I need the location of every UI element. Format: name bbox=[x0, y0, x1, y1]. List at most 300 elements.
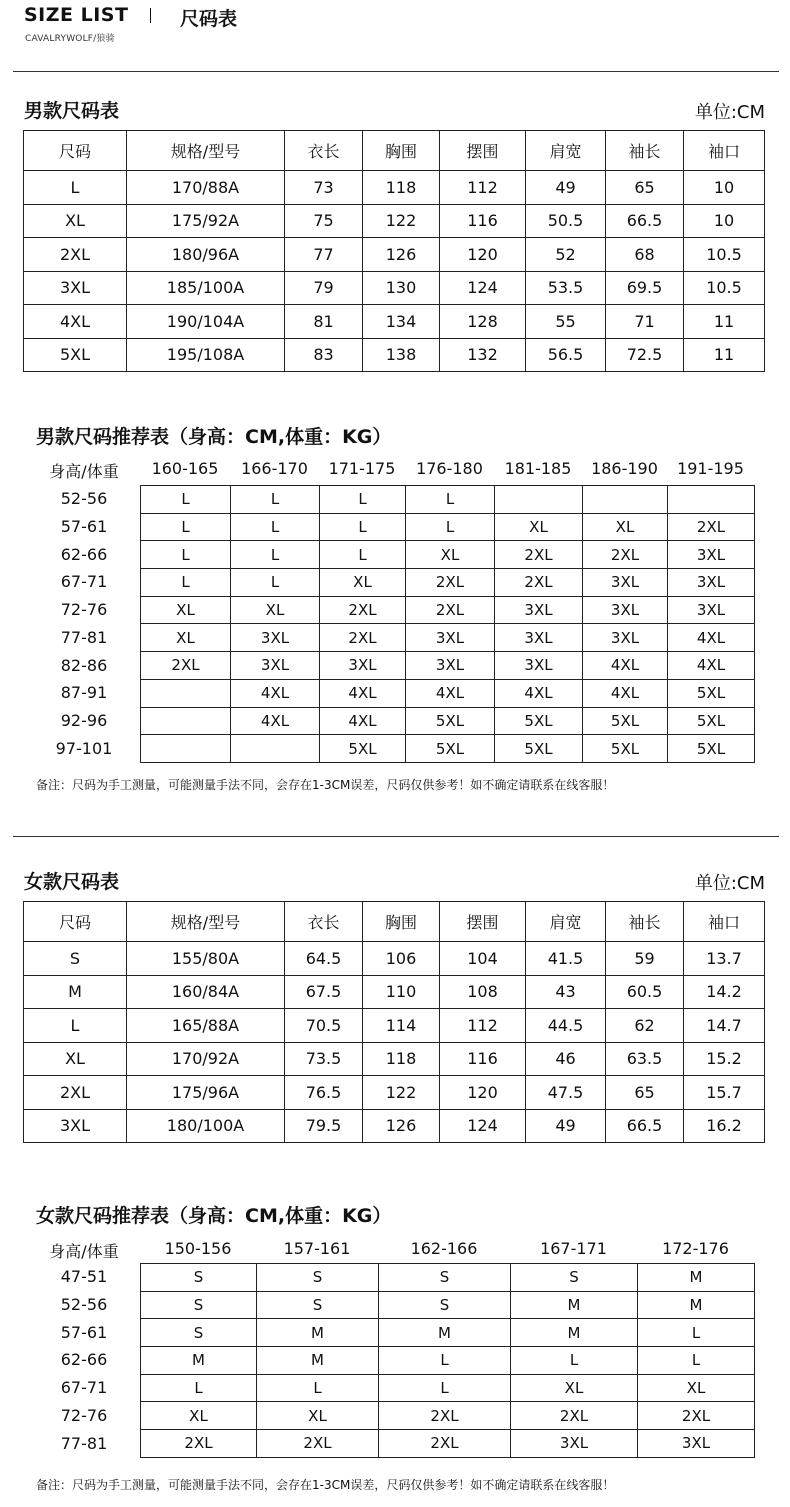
women-size-column-header: 袖口 bbox=[684, 902, 765, 942]
women-size-column-header: 摆围 bbox=[440, 902, 526, 942]
table-cell: 185/100A bbox=[127, 271, 285, 305]
table-cell: 46 bbox=[526, 1042, 606, 1076]
men-rec-title: 男款尺码推荐表（身高：CM,体重：KG） bbox=[36, 426, 392, 448]
rec-cell: XL bbox=[320, 569, 406, 597]
rec-cell: 3XL bbox=[668, 596, 755, 624]
rec-row bbox=[141, 1347, 755, 1375]
rec-weight-label: 57-61 bbox=[60, 1322, 108, 1342]
rec-height-label: 150-156 bbox=[164, 1239, 232, 1258]
rec-cell: M bbox=[379, 1319, 511, 1347]
table-cell: 106 bbox=[363, 942, 440, 976]
rec-cell: L bbox=[231, 541, 320, 569]
rec-cell: 2XL bbox=[141, 1430, 257, 1458]
table-cell: 65 bbox=[606, 1076, 684, 1110]
brand-subtitle: CAVALRYWOLF/狼骑 bbox=[25, 34, 115, 44]
men-size-table bbox=[23, 130, 765, 372]
rec-cell: 2XL bbox=[257, 1430, 379, 1458]
table-cell: 122 bbox=[363, 204, 440, 238]
rec-weight-label: 62-66 bbox=[60, 544, 108, 564]
rec-row bbox=[141, 513, 755, 541]
rec-row bbox=[141, 707, 755, 735]
women-size-column-header: 肩宽 bbox=[526, 902, 606, 942]
table-cell: 75 bbox=[285, 204, 363, 238]
table-cell: 11 bbox=[684, 305, 765, 339]
women-rec-grid-wrap bbox=[140, 1263, 755, 1458]
rec-row bbox=[141, 1374, 755, 1402]
table-cell: 56.5 bbox=[526, 338, 606, 372]
table-cell: 170/92A bbox=[127, 1042, 285, 1076]
rec-cell: 2XL bbox=[511, 1402, 638, 1430]
table-cell: 10.5 bbox=[684, 238, 765, 272]
rec-cell: M bbox=[257, 1319, 379, 1347]
rec-cell: L bbox=[141, 486, 231, 514]
rec-weight-label: 52-56 bbox=[60, 1295, 108, 1315]
table-cell: 44.5 bbox=[526, 1009, 606, 1043]
table-cell: 43 bbox=[526, 975, 606, 1009]
table-cell: 59 bbox=[606, 942, 684, 976]
table-cell: 4XL bbox=[24, 305, 127, 339]
table-cell: 160/84A bbox=[127, 975, 285, 1009]
rec-cell: 2XL bbox=[495, 541, 583, 569]
table-cell: 71 bbox=[606, 305, 684, 339]
rec-cell bbox=[583, 486, 668, 514]
rec-cell: 2XL bbox=[583, 541, 668, 569]
table-cell: 47.5 bbox=[526, 1076, 606, 1110]
table-cell: 112 bbox=[440, 171, 526, 205]
rec-cell: 4XL bbox=[495, 679, 583, 707]
table-cell: 62 bbox=[606, 1009, 684, 1043]
rec-row bbox=[141, 596, 755, 624]
table-cell: 170/88A bbox=[127, 171, 285, 205]
rec-weight-label: 67-71 bbox=[60, 1378, 108, 1398]
table-cell: 118 bbox=[363, 171, 440, 205]
rec-height-label: 172-176 bbox=[662, 1239, 729, 1258]
table-row bbox=[24, 1042, 765, 1076]
rec-cell: L bbox=[257, 1374, 379, 1402]
rec-cell: 3XL bbox=[583, 569, 668, 597]
women-size-column-header: 胸围 bbox=[363, 902, 440, 942]
table-cell: 180/100A bbox=[127, 1109, 285, 1143]
rec-row bbox=[141, 652, 755, 680]
rec-weight-label: 87-91 bbox=[60, 683, 108, 703]
table-cell: 5XL bbox=[24, 338, 127, 372]
rec-height-label: 191-195 bbox=[677, 459, 744, 478]
table-cell: 49 bbox=[526, 1109, 606, 1143]
rec-cell: 4XL bbox=[668, 652, 755, 680]
rec-row bbox=[141, 1264, 755, 1292]
table-cell: 83 bbox=[285, 338, 363, 372]
rec-cell: 5XL bbox=[320, 735, 406, 763]
table-row bbox=[24, 975, 765, 1009]
table-row bbox=[24, 305, 765, 339]
women-rec-note: 备注：尺码为手工测量，可能测量手法不同，会存在1-3CM误差，尺码仅供参考！如不确定请联系在线客服！ bbox=[36, 1478, 615, 1492]
header-title-cn: 尺码表 bbox=[180, 8, 238, 30]
rec-cell: L bbox=[141, 513, 231, 541]
rec-cell: M bbox=[638, 1264, 755, 1292]
table-cell: 104 bbox=[440, 942, 526, 976]
table-cell: 77 bbox=[285, 238, 363, 272]
header-title: SIZE LIST bbox=[24, 4, 129, 26]
women-size-column-header: 规格/型号 bbox=[127, 902, 285, 942]
rec-cell: 2XL bbox=[320, 624, 406, 652]
rec-cell: M bbox=[638, 1291, 755, 1319]
rec-cell: 3XL bbox=[495, 596, 583, 624]
rec-cell: 5XL bbox=[668, 707, 755, 735]
table-cell: 124 bbox=[440, 1109, 526, 1143]
rec-weight-label: 67-71 bbox=[60, 572, 108, 592]
women-size-column-header: 袖长 bbox=[606, 902, 684, 942]
rec-height-label: 181-185 bbox=[504, 459, 572, 478]
rec-cell: XL bbox=[141, 624, 231, 652]
rec-cell: L bbox=[379, 1374, 511, 1402]
rec-cell: 3XL bbox=[495, 624, 583, 652]
rec-cell: M bbox=[511, 1319, 638, 1347]
table-cell: 122 bbox=[363, 1076, 440, 1110]
rec-cell: 5XL bbox=[583, 735, 668, 763]
rec-cell: 5XL bbox=[583, 707, 668, 735]
rec-cell: 4XL bbox=[668, 624, 755, 652]
table-cell: 126 bbox=[363, 1109, 440, 1143]
table-cell: 50.5 bbox=[526, 204, 606, 238]
rec-cell: 2XL bbox=[668, 513, 755, 541]
rec-cell: 3XL bbox=[668, 541, 755, 569]
table-cell: 120 bbox=[440, 238, 526, 272]
section-divider bbox=[13, 71, 779, 72]
rec-cell: 4XL bbox=[320, 707, 406, 735]
rec-row bbox=[141, 1402, 755, 1430]
table-cell: 73 bbox=[285, 171, 363, 205]
table-cell: 112 bbox=[440, 1009, 526, 1043]
rec-cell: S bbox=[257, 1264, 379, 1292]
rec-cell: 3XL bbox=[231, 652, 320, 680]
table-cell: L bbox=[24, 1009, 127, 1043]
women-size-table bbox=[23, 901, 765, 1143]
rec-cell bbox=[231, 735, 320, 763]
rec-weight-label: 77-81 bbox=[60, 627, 108, 647]
rec-cell: 5XL bbox=[406, 707, 495, 735]
header-divider bbox=[150, 8, 151, 23]
table-cell: 175/92A bbox=[127, 204, 285, 238]
table-row bbox=[24, 338, 765, 372]
table-cell: 60.5 bbox=[606, 975, 684, 1009]
rec-weight-label: 52-56 bbox=[60, 489, 108, 509]
table-cell: 124 bbox=[440, 271, 526, 305]
table-cell: 132 bbox=[440, 338, 526, 372]
rec-cell: 2XL bbox=[379, 1402, 511, 1430]
rec-cell: L bbox=[141, 1374, 257, 1402]
rec-cell: XL bbox=[406, 541, 495, 569]
rec-cell: 5XL bbox=[495, 707, 583, 735]
table-cell: 2XL bbox=[24, 238, 127, 272]
rec-cell bbox=[141, 679, 231, 707]
rec-cell: XL bbox=[511, 1374, 638, 1402]
rec-cell: 5XL bbox=[406, 735, 495, 763]
table-cell: 63.5 bbox=[606, 1042, 684, 1076]
table-cell: 79 bbox=[285, 271, 363, 305]
rec-cell: 4XL bbox=[231, 679, 320, 707]
rec-height-label: 166-170 bbox=[241, 459, 308, 478]
table-row bbox=[24, 204, 765, 238]
table-cell: 65 bbox=[606, 171, 684, 205]
women-rec-grid bbox=[140, 1263, 755, 1458]
table-cell: 68 bbox=[606, 238, 684, 272]
rec-cell: XL bbox=[638, 1374, 755, 1402]
rec-cell: L bbox=[320, 486, 406, 514]
table-cell: 14.7 bbox=[684, 1009, 765, 1043]
table-cell: 3XL bbox=[24, 271, 127, 305]
rec-cell: L bbox=[379, 1347, 511, 1375]
table-row bbox=[24, 942, 765, 976]
rec-row bbox=[141, 1430, 755, 1458]
rec-cell: S bbox=[141, 1319, 257, 1347]
table-cell: 69.5 bbox=[606, 271, 684, 305]
men-size-column-header: 尺码 bbox=[24, 131, 127, 171]
table-cell: 180/96A bbox=[127, 238, 285, 272]
table-cell: 108 bbox=[440, 975, 526, 1009]
men-size-column-header: 胸围 bbox=[363, 131, 440, 171]
rec-row bbox=[141, 569, 755, 597]
rec-weight-label: 97-101 bbox=[55, 738, 113, 758]
rec-cell: 4XL bbox=[320, 679, 406, 707]
women-size-column-header: 衣长 bbox=[285, 902, 363, 942]
rec-cell: 4XL bbox=[583, 652, 668, 680]
table-cell: 118 bbox=[363, 1042, 440, 1076]
table-cell: 66.5 bbox=[606, 1109, 684, 1143]
men-size-column-header: 袖长 bbox=[606, 131, 684, 171]
rec-cell bbox=[141, 707, 231, 735]
rec-cell: L bbox=[141, 541, 231, 569]
rec-cell: 3XL bbox=[668, 569, 755, 597]
rec-cell: L bbox=[320, 541, 406, 569]
women-size-column-header: 尺码 bbox=[24, 902, 127, 942]
rec-height-label: 167-171 bbox=[540, 1239, 607, 1258]
rec-cell: 2XL bbox=[320, 596, 406, 624]
table-row bbox=[24, 271, 765, 305]
table-cell: 79.5 bbox=[285, 1109, 363, 1143]
rec-weight-label: 72-76 bbox=[60, 1405, 108, 1425]
rec-cell: M bbox=[257, 1347, 379, 1375]
women-rec-header bbox=[0, 1239, 790, 1261]
men-size-column-header: 袖口 bbox=[684, 131, 765, 171]
table-row bbox=[24, 1076, 765, 1110]
women-rec-title: 女款尺码推荐表（身高：CM,体重：KG） bbox=[36, 1205, 392, 1227]
table-cell: 15.7 bbox=[684, 1076, 765, 1110]
rec-cell: M bbox=[511, 1291, 638, 1319]
table-row bbox=[24, 1109, 765, 1143]
rec-weight-label: 62-66 bbox=[60, 1350, 108, 1370]
table-cell: 10 bbox=[684, 204, 765, 238]
men-size-column-header: 肩宽 bbox=[526, 131, 606, 171]
men-size-column-header: 衣长 bbox=[285, 131, 363, 171]
rec-row bbox=[141, 486, 755, 514]
rec-corner-label: 身高/体重 bbox=[49, 462, 119, 481]
men-rec-grid-wrap bbox=[140, 485, 755, 763]
table-cell: 10 bbox=[684, 171, 765, 205]
rec-cell: 3XL bbox=[583, 624, 668, 652]
table-cell: 128 bbox=[440, 305, 526, 339]
rec-cell: XL bbox=[141, 1402, 257, 1430]
rec-cell bbox=[495, 486, 583, 514]
table-cell: 116 bbox=[440, 204, 526, 238]
rec-cell: 4XL bbox=[583, 679, 668, 707]
rec-cell: S bbox=[141, 1291, 257, 1319]
rec-cell: S bbox=[379, 1291, 511, 1319]
rec-cell: 5XL bbox=[668, 735, 755, 763]
rec-cell bbox=[668, 486, 755, 514]
rec-height-label: 157-161 bbox=[283, 1239, 351, 1258]
rec-cell: 2XL bbox=[638, 1402, 755, 1430]
rec-cell: 5XL bbox=[495, 735, 583, 763]
rec-cell: L bbox=[231, 486, 320, 514]
rec-cell: 2XL bbox=[141, 652, 231, 680]
rec-cell: S bbox=[511, 1264, 638, 1292]
table-cell: 114 bbox=[363, 1009, 440, 1043]
table-cell: S bbox=[24, 942, 127, 976]
men-size-title: 男款尺码表 bbox=[24, 100, 120, 122]
rec-cell: XL bbox=[495, 513, 583, 541]
table-cell: 130 bbox=[363, 271, 440, 305]
rec-height-label: 176-180 bbox=[416, 459, 483, 478]
rec-cell: L bbox=[231, 569, 320, 597]
rec-weight-label: 92-96 bbox=[60, 710, 108, 730]
rec-cell: S bbox=[141, 1264, 257, 1292]
rec-row bbox=[141, 1319, 755, 1347]
rec-cell: XL bbox=[257, 1402, 379, 1430]
table-cell: 138 bbox=[363, 338, 440, 372]
table-cell: XL bbox=[24, 1042, 127, 1076]
women-size-unit: 单位:CM bbox=[694, 873, 765, 894]
table-cell: L bbox=[24, 171, 127, 205]
table-cell: 64.5 bbox=[285, 942, 363, 976]
rec-weight-label: 72-76 bbox=[60, 600, 108, 620]
rec-weight-label: 47-51 bbox=[60, 1267, 108, 1287]
section-divider bbox=[13, 836, 779, 837]
rec-cell: XL bbox=[231, 596, 320, 624]
rec-cell: S bbox=[257, 1291, 379, 1319]
rec-cell: 4XL bbox=[406, 679, 495, 707]
men-size-column-header: 规格/型号 bbox=[127, 131, 285, 171]
rec-corner-label: 身高/体重 bbox=[49, 1242, 119, 1261]
table-cell: 110 bbox=[363, 975, 440, 1009]
rec-cell: 5XL bbox=[668, 679, 755, 707]
rec-cell: L bbox=[511, 1347, 638, 1375]
men-size-table-wrap bbox=[23, 130, 765, 372]
rec-cell: L bbox=[406, 513, 495, 541]
table-cell: 66.5 bbox=[606, 204, 684, 238]
table-cell: 10.5 bbox=[684, 271, 765, 305]
table-cell: 72.5 bbox=[606, 338, 684, 372]
rec-cell: L bbox=[406, 486, 495, 514]
women-size-title: 女款尺码表 bbox=[24, 871, 120, 893]
women-size-table-wrap bbox=[23, 901, 765, 1143]
rec-cell: L bbox=[638, 1347, 755, 1375]
table-cell: 3XL bbox=[24, 1109, 127, 1143]
rec-cell: 3XL bbox=[231, 624, 320, 652]
table-cell: 41.5 bbox=[526, 942, 606, 976]
table-row bbox=[24, 238, 765, 272]
rec-weight-label: 82-86 bbox=[60, 655, 108, 675]
rec-cell: 3XL bbox=[320, 652, 406, 680]
table-cell: 49 bbox=[526, 171, 606, 205]
table-row bbox=[24, 171, 765, 205]
rec-height-label: 186-190 bbox=[591, 459, 658, 478]
rec-cell: 2XL bbox=[406, 596, 495, 624]
table-cell: 53.5 bbox=[526, 271, 606, 305]
rec-row bbox=[141, 541, 755, 569]
rec-cell: 2XL bbox=[379, 1430, 511, 1458]
rec-height-label: 162-166 bbox=[410, 1239, 478, 1258]
table-cell: 13.7 bbox=[684, 942, 765, 976]
rec-cell: L bbox=[638, 1319, 755, 1347]
rec-row bbox=[141, 735, 755, 763]
rec-cell: 3XL bbox=[583, 596, 668, 624]
rec-height-label: 171-175 bbox=[328, 459, 396, 478]
men-size-column-header: 摆围 bbox=[440, 131, 526, 171]
rec-cell: 2XL bbox=[495, 569, 583, 597]
rec-cell: XL bbox=[141, 596, 231, 624]
rec-cell: M bbox=[141, 1347, 257, 1375]
table-cell: 81 bbox=[285, 305, 363, 339]
rec-weight-label: 57-61 bbox=[60, 517, 108, 537]
table-cell: 165/88A bbox=[127, 1009, 285, 1043]
table-cell: 190/104A bbox=[127, 305, 285, 339]
men-rec-note: 备注：尺码为手工测量，可能测量手法不同，会存在1-3CM误差，尺码仅供参考！如不确定请联系在线客服！ bbox=[36, 778, 615, 792]
rec-cell: 3XL bbox=[638, 1430, 755, 1458]
rec-cell: 3XL bbox=[406, 652, 495, 680]
table-cell: 11 bbox=[684, 338, 765, 372]
men-size-unit: 单位:CM bbox=[694, 102, 765, 123]
rec-cell: 3XL bbox=[495, 652, 583, 680]
men-rec-header bbox=[0, 459, 790, 481]
rec-cell: S bbox=[379, 1264, 511, 1292]
table-cell: 126 bbox=[363, 238, 440, 272]
table-cell: 14.2 bbox=[684, 975, 765, 1009]
rec-height-label: 160-165 bbox=[151, 459, 219, 478]
table-cell: 73.5 bbox=[285, 1042, 363, 1076]
rec-cell bbox=[141, 735, 231, 763]
rec-cell: 4XL bbox=[231, 707, 320, 735]
rec-row bbox=[141, 624, 755, 652]
rec-cell: 3XL bbox=[511, 1430, 638, 1458]
table-cell: 52 bbox=[526, 238, 606, 272]
rec-cell: L bbox=[320, 513, 406, 541]
table-cell: 120 bbox=[440, 1076, 526, 1110]
table-cell: 55 bbox=[526, 305, 606, 339]
rec-row bbox=[141, 1291, 755, 1319]
table-cell: 116 bbox=[440, 1042, 526, 1076]
rec-weight-label: 77-81 bbox=[60, 1433, 108, 1453]
table-cell: XL bbox=[24, 204, 127, 238]
table-cell: 67.5 bbox=[285, 975, 363, 1009]
table-cell: M bbox=[24, 975, 127, 1009]
rec-cell: 3XL bbox=[406, 624, 495, 652]
table-cell: 195/108A bbox=[127, 338, 285, 372]
table-cell: 76.5 bbox=[285, 1076, 363, 1110]
men-rec-grid bbox=[140, 485, 755, 763]
rec-cell: 2XL bbox=[406, 569, 495, 597]
table-cell: 134 bbox=[363, 305, 440, 339]
table-cell: 16.2 bbox=[684, 1109, 765, 1143]
table-cell: 2XL bbox=[24, 1076, 127, 1110]
rec-cell: XL bbox=[583, 513, 668, 541]
table-row bbox=[24, 1009, 765, 1043]
rec-row bbox=[141, 679, 755, 707]
rec-cell: L bbox=[141, 569, 231, 597]
table-cell: 175/96A bbox=[127, 1076, 285, 1110]
table-cell: 155/80A bbox=[127, 942, 285, 976]
table-cell: 70.5 bbox=[285, 1009, 363, 1043]
rec-cell: L bbox=[231, 513, 320, 541]
